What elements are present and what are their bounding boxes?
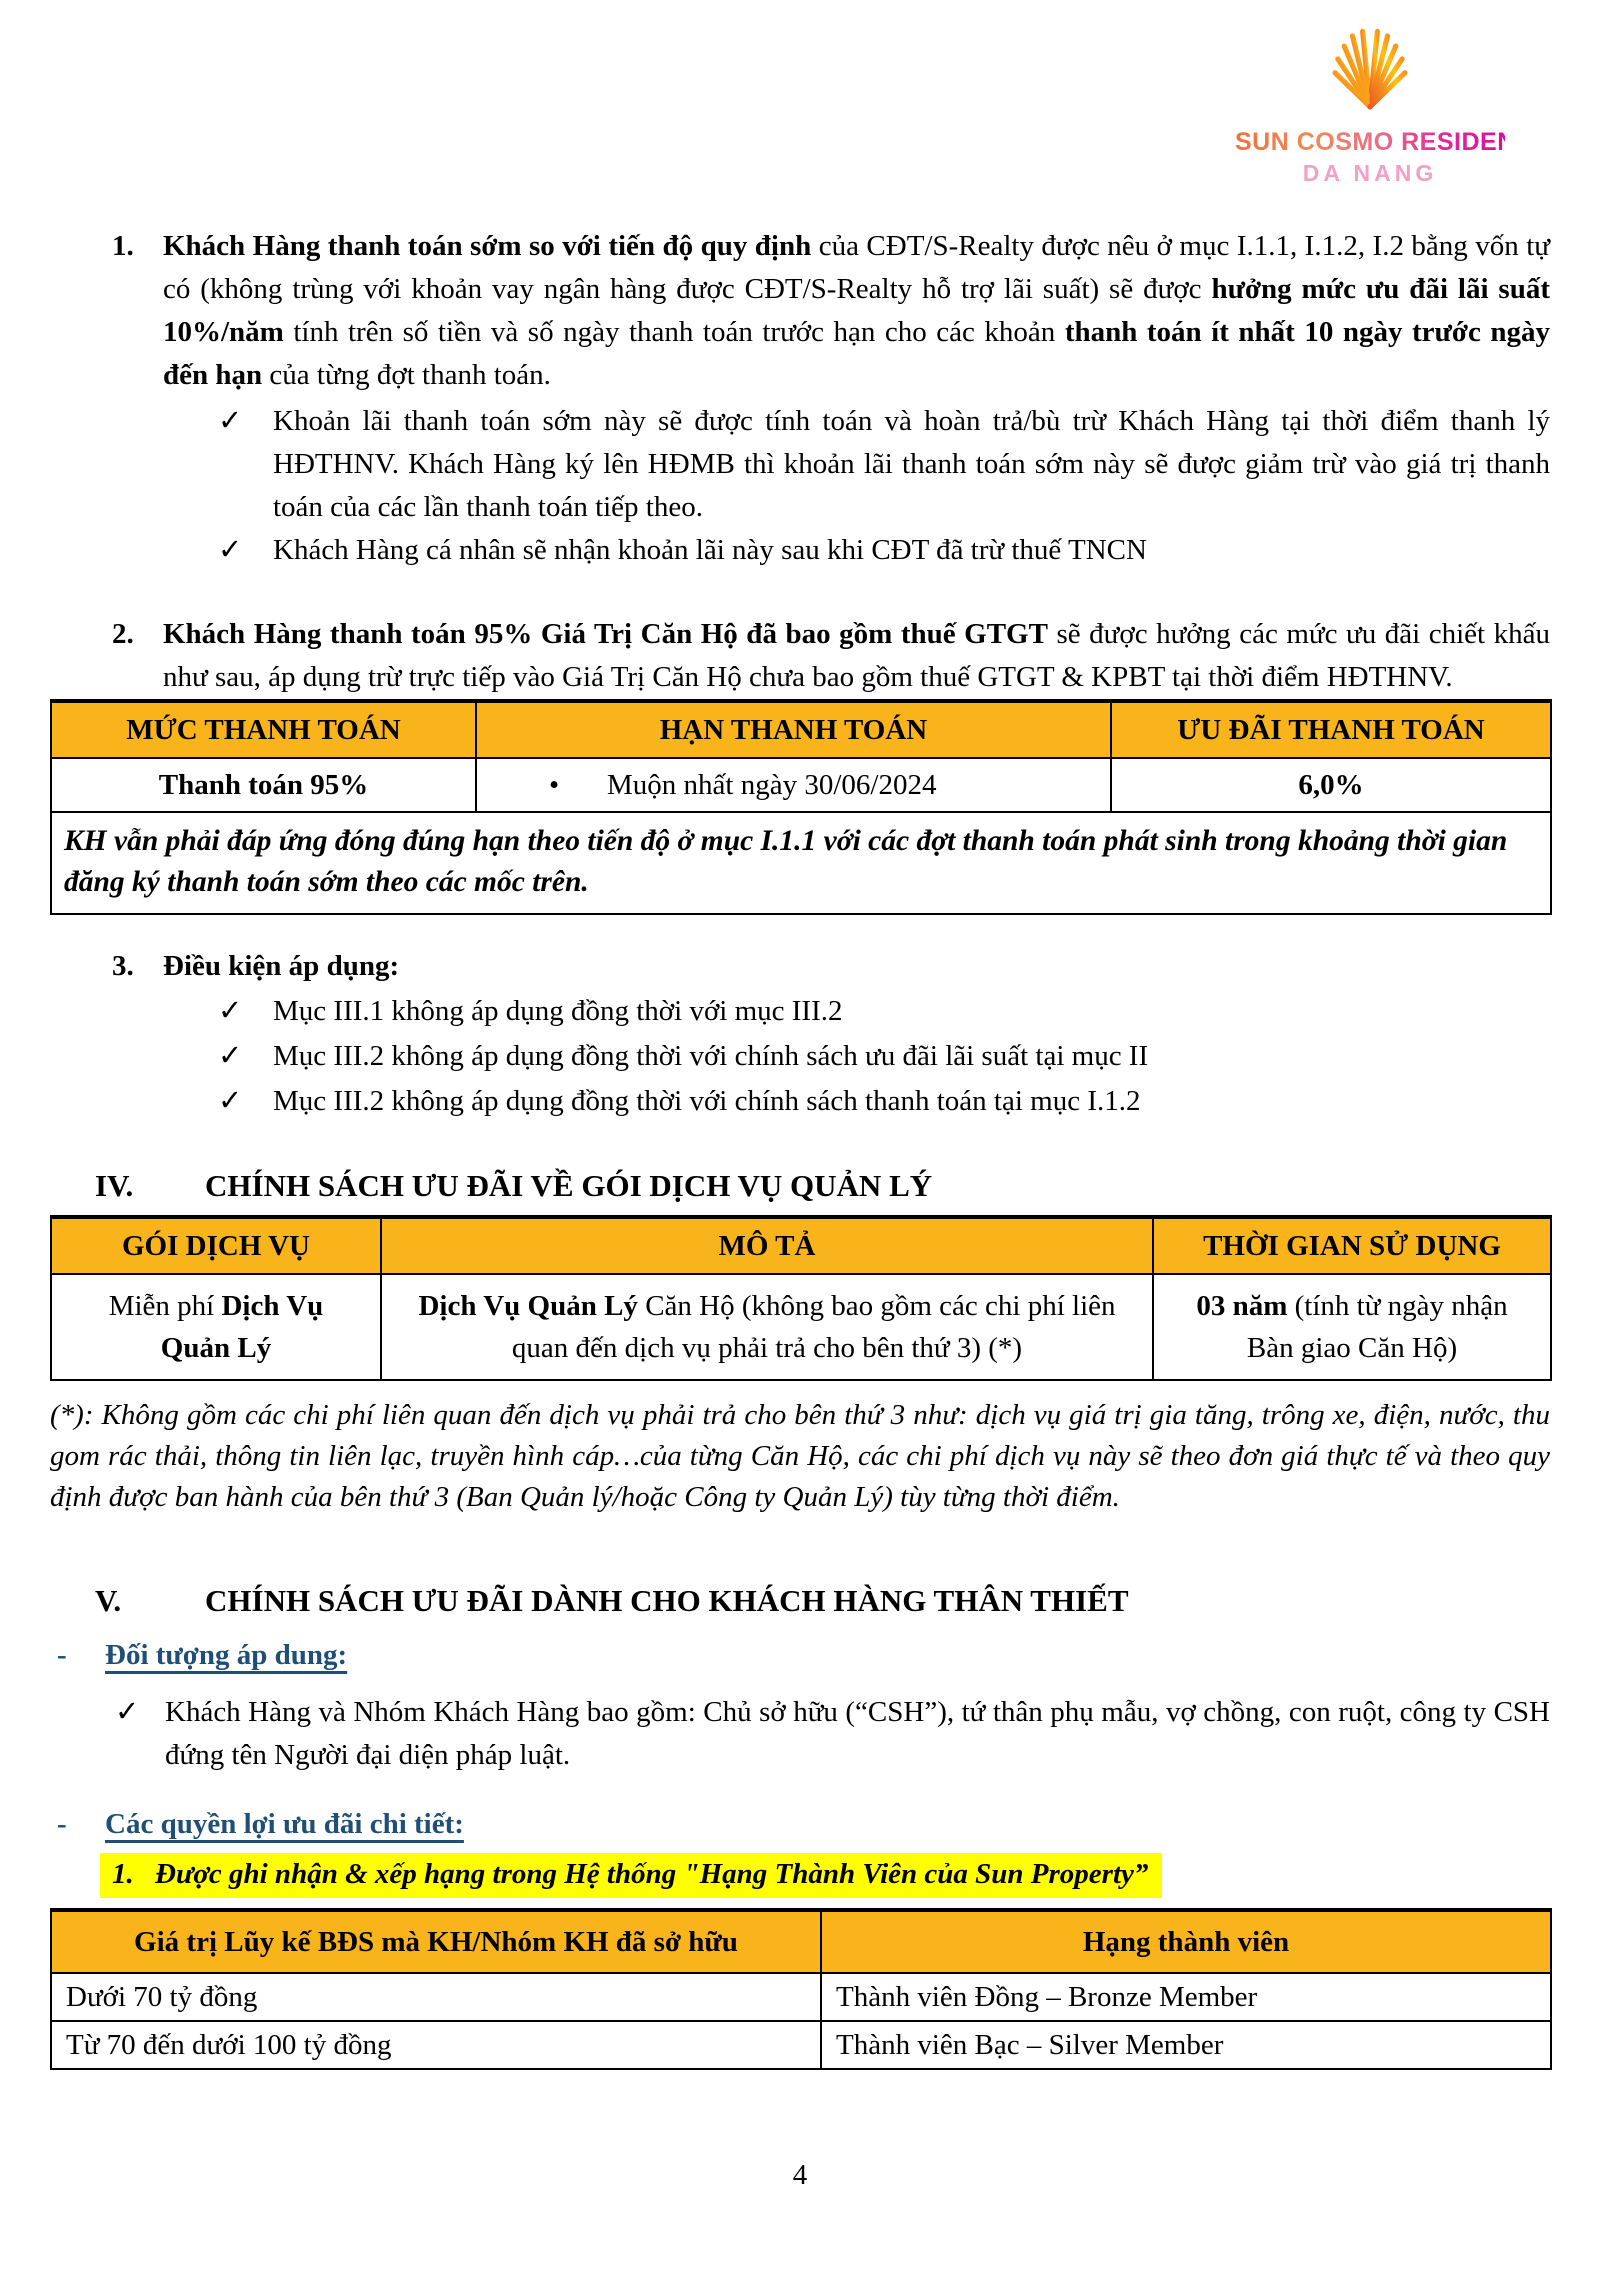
column-header: HẠN THANH TOÁN: [476, 701, 1111, 758]
member-rank-cell: Thành viên Đồng – Bronze Member: [821, 1973, 1551, 2021]
dash-marker: -: [57, 1639, 67, 1671]
service-table: [50, 1215, 1552, 1381]
list-item: [218, 1080, 1550, 1123]
item-number: 2.: [112, 618, 134, 650]
asset-value-cell: Dưới 70 tỷ đồng: [51, 1973, 821, 2021]
item-number: 3.: [112, 950, 134, 982]
column-header: MÔ TẢ: [381, 1217, 1153, 1274]
check-icon: ✓: [218, 1040, 243, 1072]
list-item: [115, 1691, 1550, 1777]
numbered-item-1: [50, 225, 1550, 397]
list-item: [218, 1035, 1550, 1078]
brand-location: DA NANG: [1302, 160, 1438, 186]
bullet-text: Khách Hàng và Nhóm Khách Hàng bao gồm: Chủ sở hữu (“CSH”), tứ thân phụ mẫu, vợ chồng, con ruột, công ty CSH đứng tên Người đại diện pháp luật.: [165, 1696, 1550, 1771]
benefits-label: Các quyền lợi ưu đãi chi tiết:: [105, 1808, 464, 1840]
check-icon: ✓: [218, 405, 243, 437]
check-icon: ✓: [218, 1085, 243, 1117]
item-2-paragraph: Khách Hàng thanh toán 95% Giá Trị Căn Hộ đã bao gồm thuế GTGT sẽ được hưởng các mức ưu đãi chiết khấu như sau, áp dụng trừ trực tiếp vào Giá Trị Căn Hộ chưa bao gồm thuế GTGT & KPBT tại thời điểm HĐTHNV.: [163, 618, 1550, 693]
bullet-icon: •: [549, 769, 560, 801]
table-header-row: [51, 1217, 1551, 1274]
service-duration-cell: 03 năm (tính từ ngày nhận Bàn giao Căn Hộ): [1153, 1274, 1551, 1380]
sun-shell-icon: [1235, 20, 1505, 120]
item-3-bullets: [50, 990, 1550, 1123]
numbered-item-2: [50, 613, 1550, 699]
column-header: ƯU ĐÃI THANH TOÁN: [1111, 701, 1551, 758]
column-header: Giá trị Lũy kế BĐS mà KH/Nhóm KH đã sở hữu: [51, 1910, 821, 1973]
bullet-text: Mục III.2 không áp dụng đồng thời với chính sách thanh toán tại mục I.1.2: [273, 1085, 1141, 1117]
table-row: [51, 2021, 1551, 2069]
service-footnote: (*): Không gồm các chi phí liên quan đến dịch vụ phải trả cho bên thứ 3 như: dịch vụ giá trị gia tăng, trông xe, điện, nước, thu gom rác thải, thông tin liên lạc, truyền hình cáp…của từng Căn Hộ, các chi phí dịch vụ này sẽ theo đơn giá thực tế và theo quy định được ban hành của bên thứ 3 (Ban Quản lý/hoặc Công ty Quản Lý) tùy từng thời điểm.: [50, 1399, 1550, 1513]
table-row: [51, 1274, 1551, 1380]
benefit-item-1: [100, 1853, 1550, 1898]
section-title: CHÍNH SÁCH ƯU ĐÃI DÀNH CHO KHÁCH HÀNG THÂN THIẾT: [205, 1583, 1129, 1618]
column-header: GÓI DỊCH VỤ: [51, 1217, 381, 1274]
deadline-text: Muộn nhất ngày 30/06/2024: [607, 769, 937, 801]
page-header: [50, 0, 1550, 205]
item-1-paragraph: Khách Hàng thanh toán sớm so với tiến độ quy định của CĐT/S-Realty được nêu ở mục I.1.1, I.1.2, I.2 bằng vốn tự có (không trùng với khoản vay ngân hàng được CĐT/S-Realty hỗ trợ lãi suất) sẽ được hưởng mức ưu đãi lãi suất 10%/năm tính trên số tiền và số ngày thanh toán trước hạn cho các khoản thanh toán ít nhất 10 ngày trước ngày đến hạn của từng đợt thanh toán.: [163, 230, 1550, 391]
table-header-row: [51, 701, 1551, 758]
dash-marker: -: [57, 1808, 67, 1840]
bullet-text: Mục III.2 không áp dụng đồng thời với chính sách ưu đãi lãi suất tại mục II: [273, 1040, 1149, 1072]
bullet-text: Mục III.1 không áp dụng đồng thời với mục III.2: [273, 995, 843, 1027]
list-item: [218, 400, 1550, 529]
highlighted-text: [100, 1853, 1162, 1898]
service-description-cell: Dịch Vụ Quản Lý Căn Hộ (không bao gồm các chi phí liên quan đến dịch vụ phải trả cho bên thứ 3) (*): [381, 1274, 1153, 1380]
section-number: IV.: [95, 1168, 134, 1203]
column-header: MỨC THANH TOÁN: [51, 701, 476, 758]
column-header: THỜI GIAN SỬ DỤNG: [1153, 1217, 1551, 1274]
benefits-label-row: [50, 1801, 1550, 1847]
section-title: CHÍNH SÁCH ƯU ĐÃI VỀ GÓI DỊCH VỤ QUẢN LÝ: [205, 1168, 933, 1203]
service-package-cell: Miễn phí Dịch Vụ Quản Lý: [51, 1274, 381, 1380]
subject-label-row: [50, 1632, 1550, 1678]
list-item: [218, 990, 1550, 1033]
brand-title: SUN COSMO RESIDENCE: [1235, 128, 1552, 156]
table-note: KH vẫn phải đáp ứng đóng đúng hạn theo tiến độ ở mục I.1.1 với các đợt thanh toán phát sinh trong khoảng thời gian đăng ký thanh toán sớm theo các mốc trên.: [51, 812, 1551, 914]
item-number: 1.: [112, 230, 134, 262]
section-4-heading: [50, 1163, 1550, 1209]
check-icon: ✓: [218, 534, 243, 566]
table-row: [51, 1973, 1551, 2021]
column-header: Hạng thành viên: [821, 1910, 1551, 1973]
bullet-text: Khoản lãi thanh toán sớm này sẽ được tính toán và hoàn trả/bù trừ Khách Hàng tại thời điểm thanh lý HĐTHNV. Khách Hàng ký lên HĐMB thì khoản lãi thanh toán sớm này sẽ được giảm trừ vào giá trị thanh toán của các lần thanh toán tiếp theo.: [273, 405, 1550, 523]
table-note-row: [51, 812, 1551, 914]
page-number: 4: [792, 2159, 808, 2191]
payment-discount-cell: 6,0%: [1111, 758, 1551, 812]
section-number: V.: [95, 1583, 122, 1618]
table-row: [51, 758, 1551, 812]
membership-table: [50, 1908, 1552, 2070]
payment-deadline-cell: [476, 758, 1111, 812]
item-1-bullets: [50, 400, 1550, 572]
subject-label: Đối tượng áp dung:: [105, 1639, 348, 1671]
sun-cosmo-logo: [1235, 20, 1552, 187]
section-5-heading: [50, 1578, 1550, 1624]
check-icon: ✓: [218, 995, 243, 1027]
table-header-row: [51, 1910, 1551, 1973]
list-item: [218, 529, 1550, 572]
item-3-title: Điều kiện áp dụng:: [163, 950, 400, 982]
bullet-text: Khách Hàng cá nhân sẽ nhận khoản lãi này sau khi CĐT đã trừ thuế TNCN: [273, 534, 1147, 566]
check-icon: ✓: [115, 1696, 140, 1728]
benefit-number: 1.: [112, 1858, 134, 1890]
payment-level-cell: Thanh toán 95%: [51, 758, 476, 812]
benefit-text: Được ghi nhận & xếp hạng trong Hệ thống "Hạng Thành Viên của Sun Property”: [155, 1858, 1149, 1890]
payment-table: [50, 699, 1552, 915]
member-rank-cell: Thành viên Bạc – Silver Member: [821, 2021, 1551, 2069]
asset-value-cell: Từ 70 đến dưới 100 tỷ đồng: [51, 2021, 821, 2069]
numbered-item-3: [50, 945, 1550, 988]
